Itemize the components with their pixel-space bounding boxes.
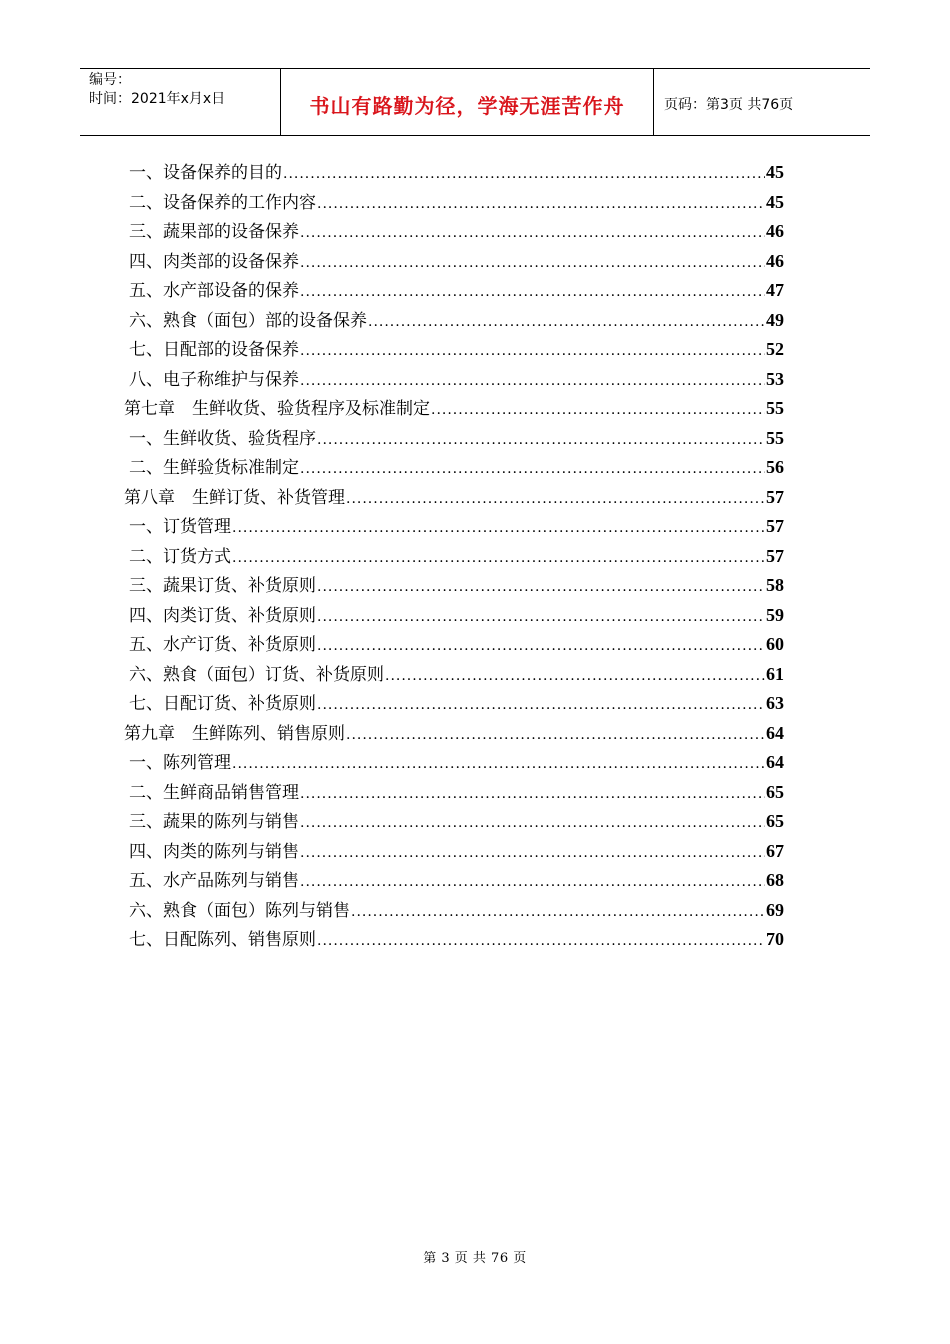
toc-entry-page: 49	[766, 309, 784, 330]
toc-entry[interactable]	[124, 335, 784, 365]
toc-entry[interactable]	[124, 601, 784, 631]
toc-dot-leader	[300, 780, 765, 810]
toc-entry[interactable]	[124, 630, 784, 660]
header-meta	[80, 69, 281, 135]
toc-dot-leader	[346, 485, 765, 515]
toc-entry[interactable]	[124, 158, 784, 188]
toc-entry[interactable]	[124, 276, 784, 306]
toc-entry-title: 七、日配陈列、销售原则	[129, 930, 316, 950]
toc-entry[interactable]	[124, 866, 784, 896]
toc-entry-title: 三、蔬果的陈列与销售	[129, 812, 299, 832]
toc-entry-page: 57	[766, 545, 784, 566]
toc-dot-leader	[300, 839, 765, 869]
header-motto-cell	[281, 69, 654, 135]
toc-entry-title: 四、肉类订货、补货原则	[129, 605, 316, 626]
toc-entry-page: 57	[766, 516, 784, 536]
page-header	[80, 68, 870, 136]
toc-entry-title: 四、肉类部的设备保养	[129, 251, 299, 272]
number-label: 编号：	[89, 72, 131, 88]
toc-dot-leader	[300, 868, 765, 898]
toc-entry-title: 二、生鲜验货标准制定	[129, 458, 299, 478]
toc-dot-leader	[300, 337, 765, 367]
toc-entry-page: 60	[766, 634, 784, 654]
toc-entry[interactable]	[124, 424, 784, 454]
toc-dot-leader	[232, 750, 765, 780]
toc-dot-leader	[431, 396, 765, 426]
toc-entry-page: 53	[766, 368, 784, 389]
toc-dot-leader	[300, 809, 765, 839]
toc-dot-leader	[385, 662, 765, 692]
toc-entry-title: 四、肉类的陈列与销售	[129, 841, 299, 862]
toc-dot-leader	[300, 455, 765, 485]
toc-entry-page: 56	[766, 457, 784, 477]
toc-entry-title: 第八章 生鲜订货、补货管理	[124, 487, 345, 508]
toc-entry-page: 70	[766, 929, 784, 949]
toc-entry[interactable]	[124, 217, 784, 247]
toc-dot-leader	[300, 219, 765, 249]
motto: 书山有路勤为径，学海无涯苦作舟	[309, 93, 625, 118]
toc-entry-page: 64	[766, 722, 784, 743]
toc-entry-page: 55	[766, 398, 784, 418]
toc-entry-title: 七、日配部的设备保养	[129, 340, 299, 360]
toc-entry-title: 一、订货管理	[129, 517, 231, 537]
header-page-info-cell	[654, 69, 870, 135]
page-info: 页码：第3页 共76页	[664, 97, 794, 113]
toc-entry[interactable]	[124, 925, 784, 955]
toc-dot-leader	[300, 367, 765, 397]
toc-entry-title: 八、电子称维护与保养	[129, 369, 299, 390]
toc-dot-leader	[351, 898, 765, 928]
page-footer	[0, 1247, 950, 1266]
toc-entry[interactable]	[124, 394, 784, 424]
toc-entry[interactable]	[124, 453, 784, 483]
toc-entry[interactable]	[124, 719, 784, 749]
toc-entry-title: 一、生鲜收货、验货程序	[129, 428, 316, 449]
toc-entry-title: 五、水产品陈列与销售	[129, 871, 299, 891]
toc-dot-leader	[300, 249, 765, 279]
toc-dot-leader	[232, 514, 765, 544]
toc-dot-leader	[317, 603, 765, 633]
toc-entry-page: 52	[766, 339, 784, 359]
toc-entry-page: 69	[766, 899, 784, 920]
toc-entry-page: 46	[766, 250, 784, 271]
toc-entry[interactable]	[124, 247, 784, 277]
toc-entry[interactable]	[124, 365, 784, 395]
toc-entry-title: 二、生鲜商品销售管理	[129, 782, 299, 803]
toc-entry-page: 46	[766, 221, 784, 241]
toc-dot-leader	[300, 278, 765, 308]
toc-entry[interactable]	[124, 542, 784, 572]
toc-entry-page: 45	[766, 162, 784, 182]
toc-entry-title: 五、水产部设备的保养	[129, 281, 299, 301]
toc-entry-title: 七、日配订货、补货原则	[129, 694, 316, 714]
toc-entry[interactable]	[124, 778, 784, 808]
toc-entry-title: 六、熟食（面包）部的设备保养	[129, 310, 367, 331]
toc-entry-title: 三、蔬果订货、补货原则	[129, 576, 316, 596]
toc-entry[interactable]	[124, 512, 784, 542]
toc-entry-title: 第九章 生鲜陈列、销售原则	[124, 723, 345, 744]
toc-entry-title: 一、设备保养的目的	[129, 163, 282, 183]
toc-entry[interactable]	[124, 660, 784, 690]
toc-entry-page: 47	[766, 280, 784, 300]
toc-entry[interactable]	[124, 748, 784, 778]
toc-entry-title: 二、设备保养的工作内容	[129, 192, 316, 213]
toc-entry-title: 第七章 生鲜收货、验货程序及标准制定	[124, 399, 430, 419]
toc-entry-page: 55	[766, 427, 784, 448]
toc-dot-leader	[346, 721, 765, 751]
toc-entry-page: 68	[766, 870, 784, 890]
toc-entry-title: 五、水产订货、补货原则	[129, 635, 316, 655]
toc-entry-page: 63	[766, 693, 784, 713]
date-label: 时间：2021年x月x日	[89, 91, 226, 107]
toc-entry-page: 67	[766, 840, 784, 861]
toc-dot-leader	[317, 426, 765, 456]
toc-dot-leader	[317, 190, 765, 220]
toc-entry[interactable]	[124, 837, 784, 867]
toc-dot-leader	[317, 573, 765, 603]
table-of-contents	[124, 158, 784, 955]
toc-entry[interactable]	[124, 188, 784, 218]
toc-dot-leader	[283, 160, 765, 190]
toc-entry-page: 64	[766, 752, 784, 772]
toc-entry-title: 六、熟食（面包）陈列与销售	[129, 900, 350, 921]
toc-entry[interactable]	[124, 896, 784, 926]
toc-entry-title: 二、订货方式	[129, 546, 231, 567]
toc-entry-page: 57	[766, 486, 784, 507]
toc-entry-page: 61	[766, 663, 784, 684]
toc-dot-leader	[317, 691, 765, 721]
toc-entry-page: 58	[766, 575, 784, 595]
toc-entry-page: 59	[766, 604, 784, 625]
toc-dot-leader	[232, 544, 765, 574]
toc-entry-title: 六、熟食（面包）订货、补货原则	[129, 664, 384, 685]
toc-entry[interactable]	[124, 571, 784, 601]
toc-dot-leader	[368, 308, 765, 338]
toc-entry-page: 65	[766, 781, 784, 802]
toc-dot-leader	[317, 632, 765, 662]
toc-entry[interactable]	[124, 483, 784, 513]
toc-entry-title: 三、蔬果部的设备保养	[129, 222, 299, 242]
toc-entry-title: 一、陈列管理	[129, 753, 231, 773]
toc-entry-page: 65	[766, 811, 784, 831]
toc-dot-leader	[317, 927, 765, 957]
toc-entry[interactable]	[124, 306, 784, 336]
toc-entry[interactable]	[124, 807, 784, 837]
toc-entry[interactable]	[124, 689, 784, 719]
footer-page-number: 第 3 页 共 76 页	[423, 1251, 527, 1266]
toc-entry-page: 45	[766, 191, 784, 212]
